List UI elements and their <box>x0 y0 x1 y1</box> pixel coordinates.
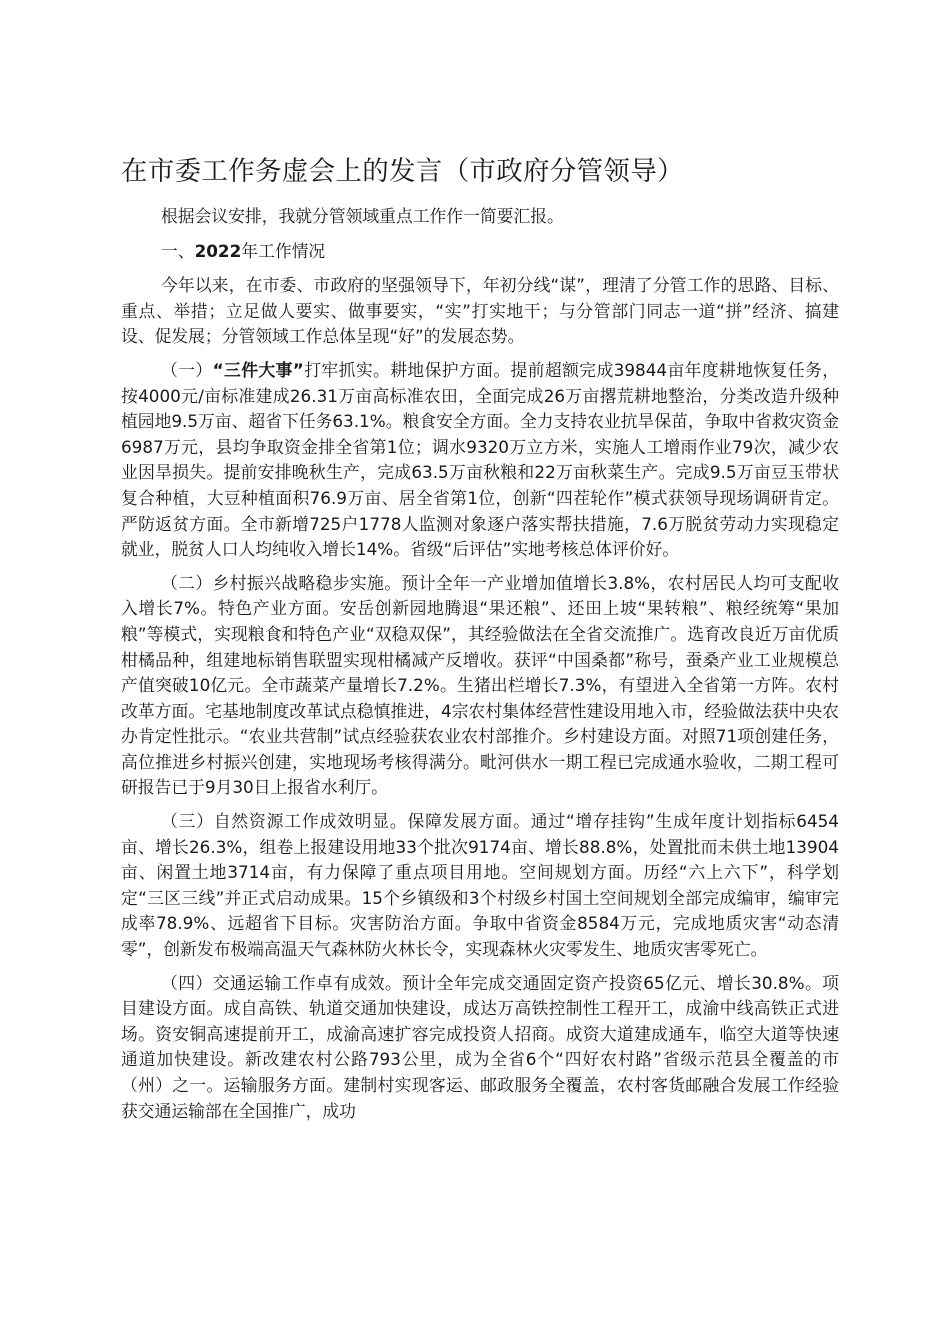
document-title: 在市委工作务虚会上的发言（市政府分管领导） <box>121 156 684 187</box>
section-heading <box>121 239 839 265</box>
paragraph-1 <box>121 358 839 563</box>
section-suffix: 年工作情况 <box>241 240 326 261</box>
paragraph-2: （二）乡村振兴战略稳步实施。预计全年一产业增加值增长3.8%，农村居民人均可支配收入增长7%。特色产业方面。安岳创新园地腾退“果还粮”、还田上坡“果转粮”、粮经统筹“果加粮”等模式，实现粮食和特色产业“双稳双保”，其经验做法在全省交流推广。选育改良近万亩优质柑橘品种，组建地标销售联盟实现柑橘减产反增收。获评“中国桑都”称号，蚕桑产业工业规模总产值突破10亿元。全市蔬菜产量增长7.2%。生猪出栏增长7.3%，有望进入全省第一方阵。农村改革方面。宅基地制度改革试点稳慎推进，4宗农村集体经营性建设用地入市，经验做法获中央农办肯定性批示。“农业共营制”试点经验获农业农村部推介。乡村建设方面。对照71项创建任务，高位推进乡村振兴创建，实地现场考核得满分。毗河供水一期工程已完成通水验收，二期工程可研报告已于9月30日上报省水利厅。 <box>121 572 839 798</box>
overview-paragraph: 今年以来，在市委、市政府的坚强领导下，年初分线“谋”，理清了分管工作的思路、目标、重点、举措；立足做人要实、做事要实，“实”打实地干；与分管部门同志一道“拼”经济、搞建设、促发展；分管领域工作总体呈现“好”的发展态势。 <box>121 275 839 347</box>
paragraph-1-body: 打牢抓实。耕地保护方面。提前超额完成39844亩年度耕地恢复任务，按4000元/亩标准建成26.31万亩高标准农田，全面完成26万亩撂荒耕地整治，分类改造升级种植园地9.5万亩、超省下任务63.1%。粮食安全方面。全力支持农业抗旱保苗，争取中省救灾资金6987万元，县均争取资金排全省第1位；调水9320万立方米，实施人工增雨作业79次，减少农业因旱损失。提前安排晚秋生产，完成63.5万亩秋粮和22万亩秋菜生产。完成9.5万亩豆玉带状复合种植，大豆种植面积76.9万亩、居全省第1位，创新“四茬轮作”模式获领导现场调研肯定。严防返贫方面。全市新增725户1778人监测对象逐户落实帮扶措施，7.6万脱贫劳动力实现稳定就业，脱贫人口人均纯收入增长14%。省级“后评估”实地考核总体评价好。 <box>121 359 839 560</box>
paragraph-3: （三）自然资源工作成效明显。保障发展方面。通过“增存挂钩”生成年度计划指标6454亩、增长26.3%，组卷上报建设用地33个批次9174亩、增长88.8%，处置批而未供土地13904亩、闲置土地3714亩，有力保障了重点项目用地。空间规划方面。历经“六上六下”，科学划定“三区三线”并正式启动成果。15个乡镇级和3个村级乡村国土空间规划全部完成编审，编审完成率78.9%、远超省下目标。灾害防治方面。争取中省资金8584万元，完成地质灾害“动态清零”，创新发布极端高温天气森林防火林长令，实现森林火灾零发生、地质灾害零死亡。 <box>121 811 839 960</box>
paragraph-1-keyword: “三件大事” <box>212 359 304 380</box>
section-prefix: 一、 <box>161 240 195 261</box>
document-page <box>121 150 839 1132</box>
paragraph-1-number: （一） <box>161 359 213 380</box>
section-year: 2022 <box>194 240 242 261</box>
paragraph-4: （四）交通运输工作卓有成效。预计全年完成交通固定资产投资65亿元、增长30.8%。项目建设方面。成自高铁、轨道交通加快建设，成达万高铁控制性工程开工，成渝中线高铁正式进场。资安铜高速提前开工，成渝高速扩容完成投资人招商。成资大道建成通车，临空大道等快速通道加快建设。新改建农村公路793公里，成为全省6个“四好农村路”省级示范县全覆盖的市（州）之一。运输服务方面。建制村实现客运、邮政服务全覆盖，农村客货邮融合发展工作经验获交通运输部在全国推广，成功 <box>121 972 839 1121</box>
intro-paragraph: 根据会议安排，我就分管领域重点工作作一简要汇报。 <box>161 206 564 226</box>
